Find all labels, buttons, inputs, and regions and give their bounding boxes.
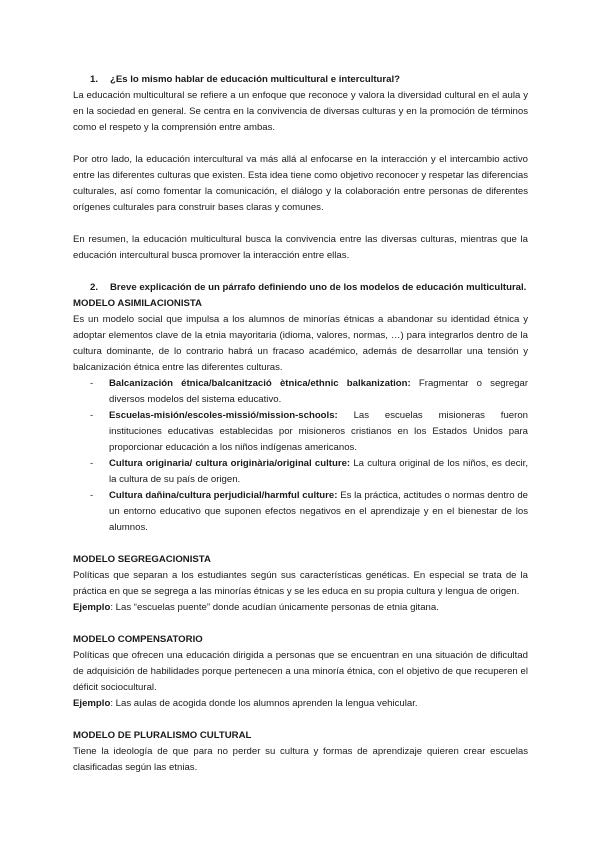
term-label: Balcanización étnica/balcanització ètnica/ethnic balkanization: (109, 378, 411, 389)
list-item: - Escuelas-misión/escoles-missió/mission-schools: Las escuelas misioneras fueron instituciones educativas establecidas por misioneros cristianos en los Estados Unidos para proporcionar educación a los niños indígenas americanos. (90, 410, 528, 453)
pluralismo-title: MODELO DE PLURALISMO CULTURAL (73, 730, 252, 741)
paragraph-summary: En resumen, la educación multicultural busca la convivencia entre las diversas culturas, mientras que la educación intercultural busca promover la interacción entre ellas. (73, 234, 528, 261)
list-item: - Cultura dañina/cultura perjudicial/harmful culture: Es la práctica, actitudes o normas dentro de un entorno educativo que suponen efectos negativos en el aprendizaje y en el bienestar de los alumnos. (90, 490, 529, 533)
document-page (73, 72, 528, 776)
question-2-heading (73, 280, 528, 296)
example-label: Ejemplo (73, 602, 111, 613)
example-text: : Las aulas de acogida donde los alumnos aprenden la lengua vehicular. (110, 698, 418, 709)
segregacionista-text: Políticas que separan a los estudiantes según sus características genéticas. En especial se trata de la práctica en que se segrega a las minorías étnicas y se les educa en su propia cultura y lengua de origen. (73, 570, 528, 597)
question-1-heading (73, 72, 528, 88)
segregacionista-title: MODELO SEGREGACIONISTA (73, 554, 211, 565)
asimilacionista-text: Es un modelo social que impulsa a los alumnos de minorías étnicas a abandonar su identidad étnica y adoptar elementos clave de la etnia mayoritaria (idioma, valores, normas, …) para integrarlos dentro de la cultura dominante, de lo contrario habrá un fracaso académico, además de desarrollar una tensión y balcanización étnica entre las diferentes culturas. (73, 314, 528, 373)
compensatorio-example (73, 696, 528, 712)
term-label: Escuelas-misión/escoles-missió/mission-schools: (109, 410, 338, 421)
asimilacionista-title: MODELO ASIMILACIONISTA (73, 298, 202, 309)
example-text: : Las “escuelas puente” donde acudían únicamente personas de etnia gitana. (110, 602, 439, 613)
term-definition: Las escuelas misioneras fueron instituciones educativas establecidas por misioneros cristianos en los Estados Unidos para proporcionar educación a los niños indígenas americanos. (109, 410, 528, 453)
list-item: - Cultura originaria/ cultura originària/original culture: La cultura original de los niños, es decir, la cultura de su país de origen. (90, 458, 528, 485)
segregacionista-example (73, 600, 528, 616)
question-1-text: ¿Es lo mismo hablar de educación multicultural e intercultural? (110, 74, 401, 85)
pluralismo-text: Tiene la ideología de que para no perder su cultura y formas de aprendizaje quieren crear escuelas clasificadas según las etnias. (73, 746, 528, 773)
list-item: - Balcanización étnica/balcanització ètnica/ethnic balkanization: Fragmentar o segregar diversos modelos del sistema educativo. (90, 378, 529, 405)
term-definition: Es la práctica, actitudes o normas dentro de un entorno educativo que suponen efectos negativos en el aprendizaje y en el bienestar de los alumnos. (109, 490, 529, 533)
question-2-text: Breve explicación de un párrafo definiendo uno de los modelos de educación multicultural. (110, 282, 527, 293)
term-definition: La cultura original de los niños, es decir, la cultura de su país de origen. (109, 458, 528, 485)
question-2-number: 2. (90, 282, 99, 293)
term-label: Cultura originaria/ cultura originària/original culture: (109, 458, 351, 469)
compensatorio-text: Políticas que ofrecen una educación dirigida a personas que se encuentran en una situación de dificultad de adquisición de habilidades porque pertenecen a una minoría étnica, con el objetivo de que recuperen el déficit sociocultural. (73, 650, 528, 693)
paragraph-intercultural: Por otro lado, la educación intercultural va más allá al enfocarse en la interacción y el intercambio activo entre las diferentes culturas que existen. Esta idea tiene como objetivo reconocer y respetar las diferencias culturales, así como fomentar la comunicación, el diálogo y la colaboración entre personas de diferentes orígenes culturales para construir bases claras y comunes. (73, 154, 528, 213)
compensatorio-title: MODELO COMPENSATORIO (73, 634, 203, 645)
asimilacionista-terms (73, 376, 528, 536)
example-label: Ejemplo (73, 698, 111, 709)
term-label: Cultura dañina/cultura perjudicial/harmful culture: (109, 490, 338, 501)
question-1-number: 1. (90, 74, 99, 85)
term-definition: Fragmentar o segregar diversos modelos del sistema educativo. (109, 378, 529, 405)
paragraph-multicultural: La educación multicultural se refiere a un enfoque que reconoce y valora la diversidad cultural en el aula y en la sociedad en general. Se centra en la convivencia de diversas culturas y en la promoción de términos como el respeto y la comprensión entre ambas. (73, 90, 528, 133)
